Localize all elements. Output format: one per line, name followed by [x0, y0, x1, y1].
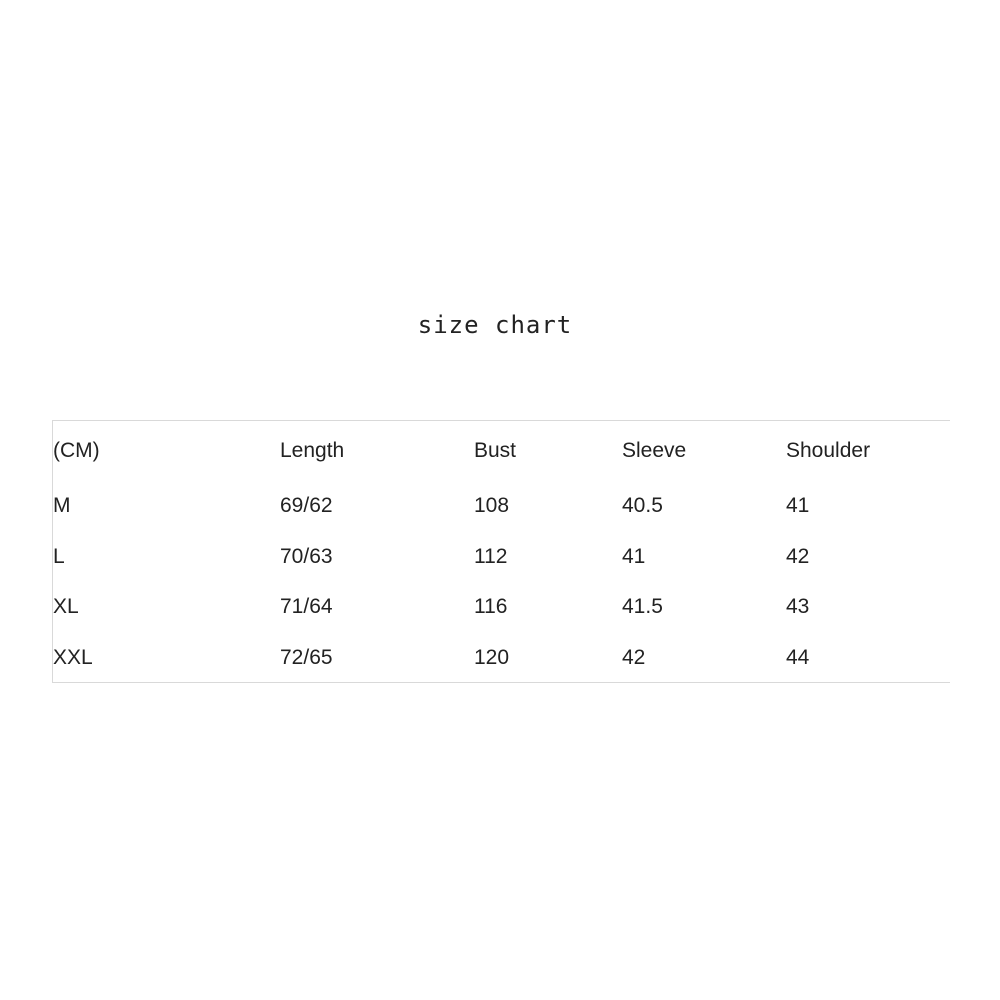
header-length: Length — [280, 439, 345, 462]
table-row — [53, 591, 951, 623]
cell-shoulder: 43 — [786, 595, 810, 618]
cell-size: M — [53, 494, 71, 517]
cell-sleeve: 40.5 — [622, 494, 663, 517]
cell-bust: 108 — [474, 494, 510, 517]
cell-bust: 112 — [474, 545, 508, 568]
cell-shoulder: 42 — [786, 545, 810, 568]
cell-length: 72/65 — [280, 646, 333, 669]
size-table — [52, 420, 950, 683]
cell-sleeve: 42 — [622, 646, 646, 669]
cell-size: L — [53, 545, 65, 568]
table-row — [53, 642, 951, 674]
header-shoulder: Shoulder — [786, 439, 871, 462]
header-bust: Bust — [474, 439, 517, 462]
cell-sleeve: 41.5 — [622, 595, 663, 618]
header-unit: (CM) — [53, 439, 100, 462]
cell-sleeve: 41 — [622, 545, 646, 568]
cell-length: 70/63 — [280, 545, 333, 568]
page-title: size chart — [417, 311, 573, 339]
table-header-row — [53, 435, 951, 467]
table-row — [53, 490, 951, 522]
header-sleeve: Sleeve — [622, 439, 687, 462]
table-row — [53, 541, 951, 573]
cell-length: 71/64 — [280, 595, 333, 618]
cell-size: XL — [53, 595, 79, 618]
cell-bust: 116 — [474, 595, 508, 618]
cell-shoulder: 44 — [786, 646, 810, 669]
cell-size: XXL — [53, 646, 93, 669]
cell-length: 69/62 — [280, 494, 333, 517]
cell-bust: 120 — [474, 646, 510, 669]
cell-shoulder: 41 — [786, 494, 810, 517]
